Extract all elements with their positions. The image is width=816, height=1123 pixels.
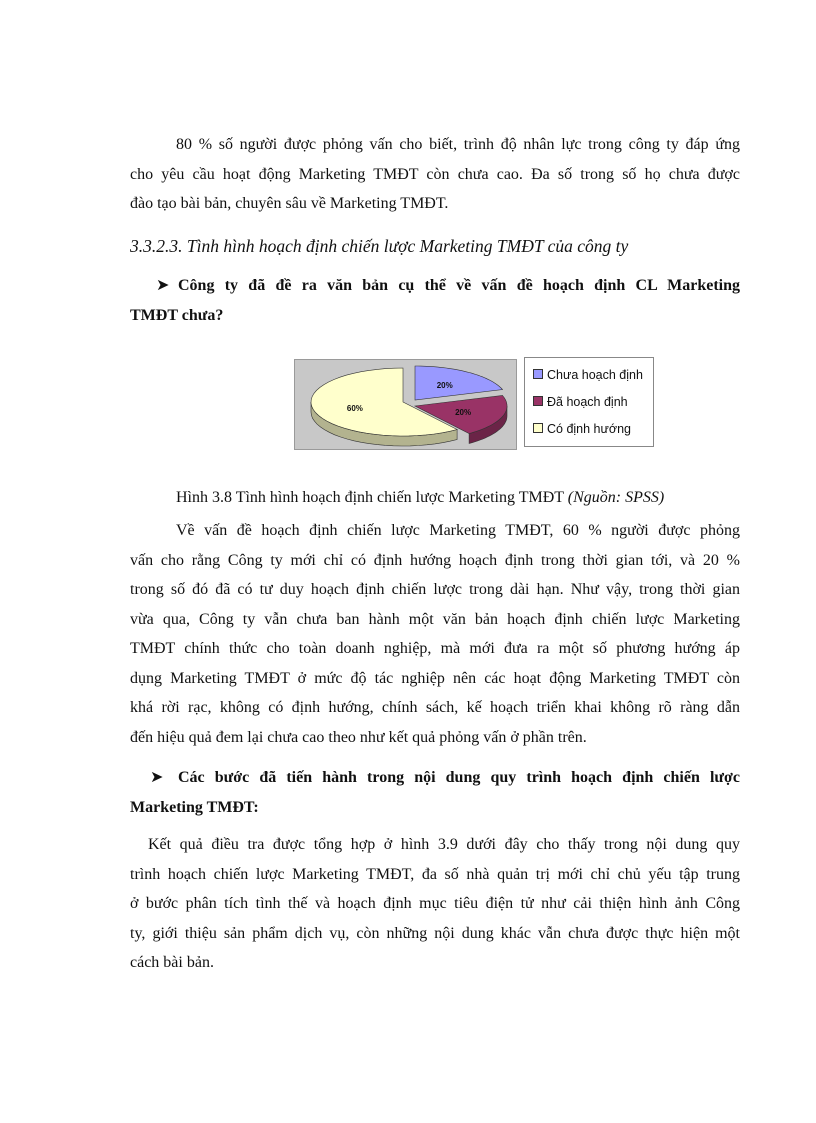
bullet-line (130, 271, 740, 301)
text-line: đào tạo bài bản, chuyên sâu về Marketing TMĐT. (130, 195, 449, 212)
chart-legend (524, 357, 654, 447)
paragraph-3 (130, 830, 740, 978)
pie-chart (294, 359, 517, 450)
text-line: dụng Marketing TMĐT ở mức độ tác nghiệp nên các hoạt động Marketing TMĐT còn (130, 669, 740, 687)
text-line: cho yêu cầu hoạt động Marketing TMĐT còn chưa cao. Đa số trong số họ chưa được (130, 165, 740, 183)
pie-slice-0 (415, 366, 503, 400)
section-heading: 3.3.2.3. Tình hình hoạch định chiến lược Marketing TMĐT của công ty (130, 236, 629, 256)
intro-paragraph (130, 130, 740, 219)
figure-caption (176, 489, 664, 507)
legend-item-co-dinh-huong (533, 422, 631, 436)
text-line: TMĐT chính thức cho toàn doanh nghiệp, mà mới đưa ra một số phương hướng áp (130, 640, 740, 657)
bullet-line: Marketing TMĐT: (130, 798, 259, 816)
legend-item-da-hoach-dinh (533, 395, 628, 409)
pie-data-label: 20% (436, 380, 453, 390)
pie-data-label: 60% (346, 403, 363, 413)
bullet-line (130, 763, 740, 793)
bullet-text: Công ty đã đề ra văn bản cụ thể về vấn đề hoạch định CL Marketing (178, 277, 740, 294)
legend-label: Có định hướng (547, 422, 631, 436)
text-line: cách bài bản. (130, 954, 214, 971)
paragraph-2 (130, 516, 740, 752)
pie-data-label: 20% (455, 407, 472, 417)
bullet-text: Các bước đã tiến hành trong nội dung quy trình hoạch định chiến lược (178, 769, 740, 786)
text-line: 80 % số người được phỏng vấn cho biết, trình độ nhân lực trong công ty đáp ứng (176, 136, 740, 153)
caption-text: Hình 3.8 Tình hình hoạch định chiến lược Marketing TMĐT (176, 489, 564, 506)
text-line: ở bước phân tích tình thế và hoạch định mục tiêu điện tử như cải thiện hình ảnh Công (130, 895, 740, 912)
text-line: ty, giới thiệu sản phẩm dịch vụ, còn những nội dung khác vẫn chưa được thực hiện một (130, 924, 740, 942)
arrow-bullet-icon: ➤ (156, 277, 170, 294)
text-line: Về vấn đề hoạch định chiến lược Marketing TMĐT, 60 % người được phỏng (176, 522, 740, 539)
text-line: trình hoạch chiến lược Marketing TMĐT, đa số nhà quản trị mới chỉ chủ yếu tập trung (130, 865, 740, 883)
bullet-question-2 (130, 763, 740, 822)
legend-swatch (533, 369, 543, 379)
legend-label: Chưa hoạch định (547, 368, 643, 382)
caption-source: (Nguồn: SPSS) (567, 489, 665, 506)
text-line: Kết quả điều tra được tổng hợp ở hình 3.9 dưới đây cho thấy trong nội dung quy (148, 836, 740, 853)
text-line: vừa qua, Công ty vẫn chưa ban hành một văn bản hoạch định chiến lược Marketing (130, 610, 740, 628)
text-line: vấn cho rằng Công ty mới chỉ có định hướng hoạch định trong thời gian tới, và 20 % (130, 551, 740, 569)
legend-swatch (533, 423, 543, 433)
legend-item-chua-hoach-dinh (533, 368, 643, 382)
bullet-question-1 (130, 271, 740, 330)
legend-label: Đã hoạch định (547, 395, 628, 409)
text-line: khá rời rạc, không có định hướng, chính sách, kế hoạch triển khai không rõ ràng dẫn (130, 699, 740, 716)
arrow-bullet-icon: ➤ (150, 769, 164, 786)
text-line: đến hiệu quả đem lại chưa cao theo như kết quả phỏng vấn ở phần trên. (130, 728, 587, 746)
text-line: trong số đó đã có tư duy hoạch định chiến lược trong dài hạn. Như vậy, trong thời gian (130, 581, 740, 598)
bullet-line: TMĐT chưa? (130, 306, 224, 324)
legend-swatch (533, 396, 543, 406)
pie-chart-svg (295, 360, 516, 449)
